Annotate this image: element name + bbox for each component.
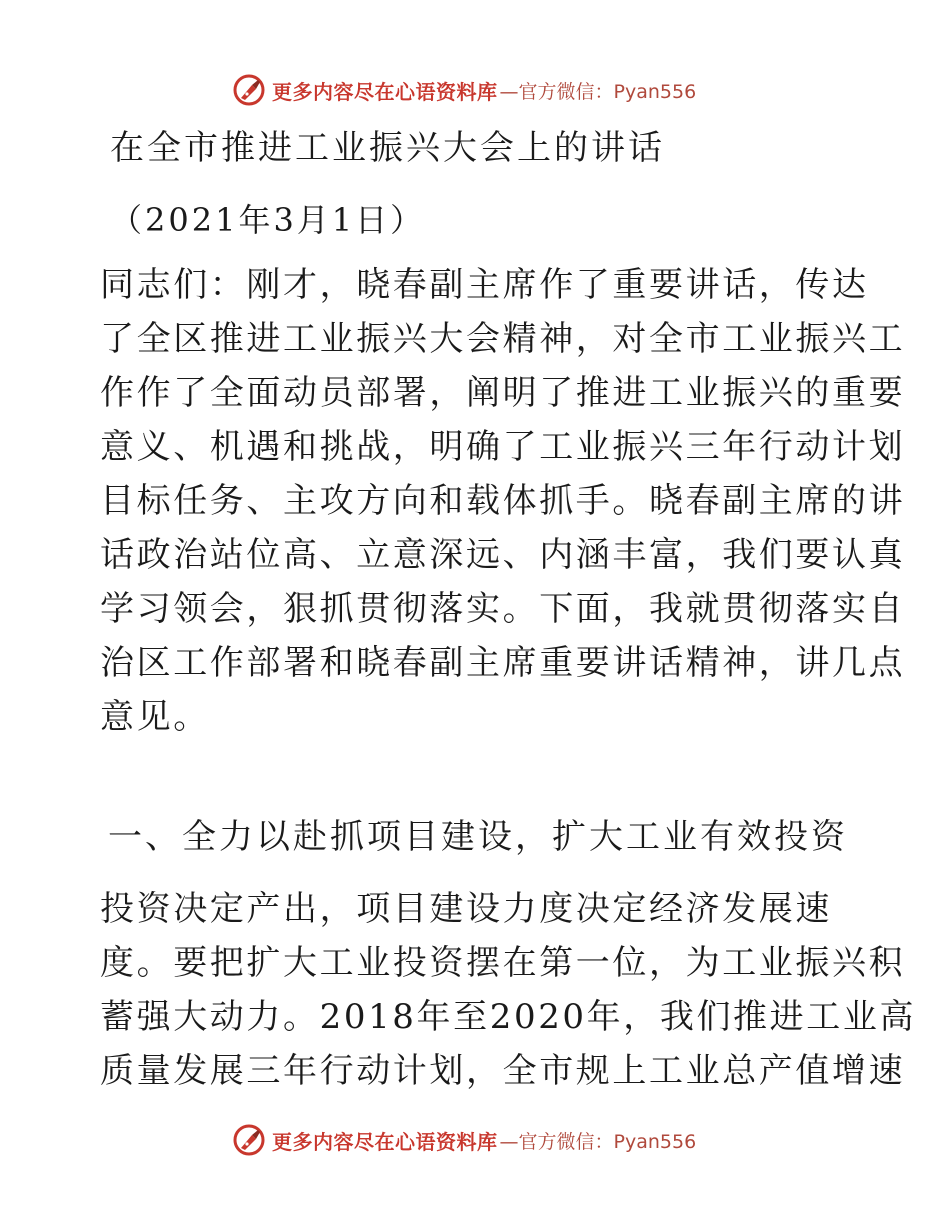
paragraph-line: 同志们：刚才，晓春副主席作了重要讲话，传达 [100, 265, 869, 305]
document-title: 在全市推进工业振兴大会上的讲话 [110, 128, 665, 168]
paragraph-line: 蓄强大动力。2018年至2020年，我们推进工业高 [100, 997, 917, 1037]
paragraph-line: 作作了全面动员部署，阐明了推进工业振兴的重要 [100, 373, 906, 413]
paragraph-line: 质量发展三年行动计划，全市规上工业总产值增速 [100, 1051, 906, 1091]
banner-lead-text: 更多内容尽在心语资料库 [272, 79, 498, 104]
document-date: （2021年3月1日） [110, 201, 426, 239]
paragraph-line: 投资决定产出，项目建设力度决定经济发展速 [100, 889, 832, 929]
header-banner [232, 70, 696, 110]
footer-banner [232, 1120, 696, 1160]
pen-nib-logo-icon [232, 73, 266, 107]
paragraph-line: 度。要把扩大工业投资摆在第一位，为工业振兴积 [100, 943, 906, 983]
paragraph-line: 了全区推进工业振兴大会精神，对全市工业振兴工 [100, 319, 906, 359]
paragraph-line: 话政治站位高、立意深远、内涵丰富，我们要认真 [100, 535, 906, 575]
banner-wechat-text: —官方微信：Pyan556 [499, 1130, 697, 1153]
paragraph-line: 学习领会，狠抓贯彻落实。下面，我就贯彻落实自 [100, 589, 906, 629]
paragraph-line: 目标任务、主攻方向和载体抓手。晓春副主席的讲 [100, 481, 906, 521]
opening-paragraph [100, 258, 906, 744]
paragraph-line: 意见。 [100, 697, 210, 737]
paragraph-line: 治区工作部署和晓春副主席重要讲话精神，讲几点 [100, 643, 906, 683]
investment-paragraph [100, 882, 917, 1098]
pen-nib-logo-icon [232, 1123, 266, 1157]
banner-wechat-text: —官方微信：Pyan556 [499, 80, 697, 103]
banner-lead-text: 更多内容尽在心语资料库 [272, 1129, 498, 1154]
paragraph-line: 意义、机遇和挑战，明确了工业振兴三年行动计划 [100, 427, 906, 467]
section-heading: 一、全力以赴抓项目建设，扩大工业有效投资 [108, 817, 848, 857]
